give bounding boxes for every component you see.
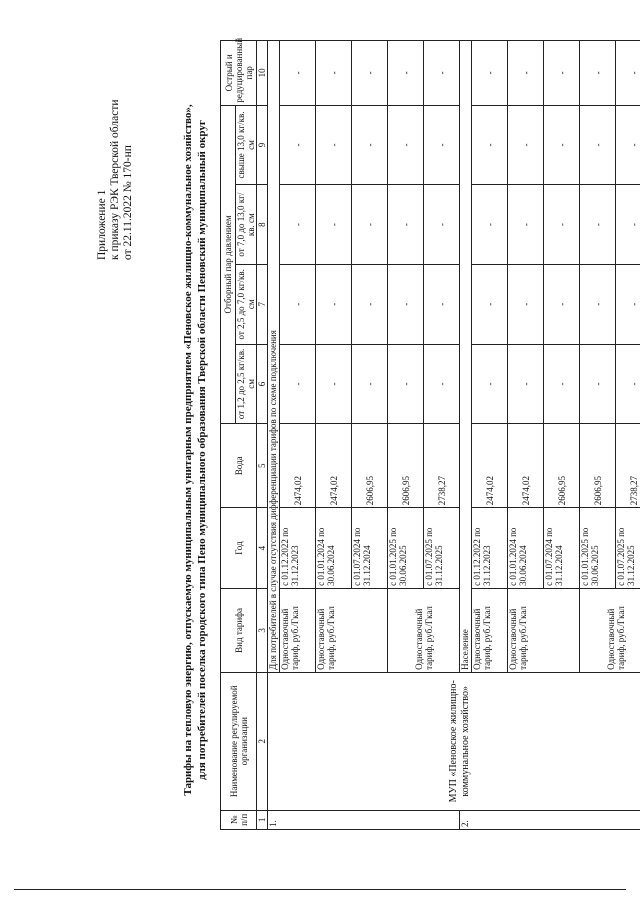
steam-4-cell: -	[424, 105, 460, 185]
water-value-cell: 2606,95	[388, 424, 424, 508]
header-steam-4: свыше 13,0 кг/кв. см	[236, 105, 257, 185]
sharp-steam-cell: -	[388, 41, 424, 106]
steam-1-cell: -	[580, 344, 616, 424]
col-number: 2	[257, 672, 268, 810]
tariff-type-cell: Одноставочный тариф, руб./Гкал	[508, 588, 580, 672]
header-sharp-steam: Острый и редуцированный пар	[221, 41, 257, 106]
col-number: 3	[257, 588, 268, 672]
steam-1-cell: -	[508, 344, 544, 424]
sharp-steam-cell: -	[508, 41, 544, 106]
steam-4-cell: -	[508, 105, 544, 185]
tariff-type-cell: Одноставочный тариф, руб./Гкал	[388, 588, 460, 672]
appendix-reference	[96, 20, 135, 260]
steam-4-cell: -	[616, 105, 640, 185]
steam-2-cell: -	[508, 264, 544, 344]
col-number: 5	[257, 424, 268, 508]
steam-4-cell: -	[352, 105, 388, 185]
header-water: Вода	[221, 424, 257, 508]
steam-4-cell: -	[316, 105, 352, 185]
col-number: 8	[257, 185, 268, 265]
steam-3-cell: -	[316, 185, 352, 265]
sharp-steam-cell: -	[544, 41, 580, 106]
steam-2-cell: -	[424, 264, 460, 344]
sharp-steam-cell: -	[424, 41, 460, 106]
appendix-line-1: Приложение 1	[96, 189, 108, 260]
water-value-cell: 2606,95	[580, 424, 616, 508]
period-cell: с 01.01.2025 по 30.06.2025	[388, 508, 424, 589]
steam-2-cell: -	[388, 264, 424, 344]
header-org: Наименование регулируемой организации	[221, 672, 257, 810]
organization-name: МУП «Пеновское жилищно-коммунальное хозяйство»	[268, 672, 640, 810]
period-cell: с 01.01.2024 по 30.06.2024	[316, 508, 352, 589]
sharp-steam-cell: -	[280, 41, 316, 106]
steam-1-cell: -	[388, 344, 424, 424]
header-steam-1: от 1,2 до 2,5 кг/кв. см	[236, 344, 257, 424]
rotated-content	[90, 30, 640, 830]
steam-2-cell: -	[544, 264, 580, 344]
steam-4-cell: -	[580, 105, 616, 185]
steam-2-cell: -	[352, 264, 388, 344]
title-line-1: Тарифы на тепловую энергию, отпускаемую муниципальным унитарным предприятием «Пеновское жилищно-коммунальное хозяйство»,	[182, 104, 194, 796]
steam-1-cell: -	[544, 344, 580, 424]
header-num: № п/п	[221, 810, 257, 829]
steam-3-cell: -	[352, 185, 388, 265]
section-header-row	[268, 41, 280, 830]
page-bottom-rule	[14, 889, 626, 890]
tariff-type-cell: Одноставочный тариф, руб./Гкал	[316, 588, 388, 672]
water-value-cell: 2738,27	[424, 424, 460, 508]
steam-1-cell: -	[352, 344, 388, 424]
period-cell: с 01.07.2025 по 31.12.2025	[424, 508, 460, 589]
col-number: 10	[257, 41, 268, 106]
steam-3-cell: -	[424, 185, 460, 265]
period-cell: с 01.07.2025 по 31.12.2025	[616, 508, 640, 589]
steam-1-cell: -	[424, 344, 460, 424]
period-cell: с 01.01.2025 по 30.06.2025	[580, 508, 616, 589]
water-value-cell: 2474,02	[280, 424, 316, 508]
steam-2-cell: -	[316, 264, 352, 344]
sharp-steam-cell: -	[316, 41, 352, 106]
steam-1-cell: -	[616, 344, 640, 424]
column-number-row	[257, 41, 268, 830]
steam-4-cell: -	[388, 105, 424, 185]
section-label: Для потребителей в случае отсутствия дифференциации тарифов по схеме подключения	[268, 41, 280, 673]
appendix-line-3: от 22.11.2022 № 170-нп	[122, 145, 134, 260]
water-value-cell: 2474,02	[316, 424, 352, 508]
steam-2-cell: -	[616, 264, 640, 344]
period-cell: с 01.07.2024 по 31.12.2024	[544, 508, 580, 589]
steam-2-cell: -	[280, 264, 316, 344]
col-number: 7	[257, 264, 268, 344]
section-number: 1.	[268, 810, 460, 829]
steam-3-cell: -	[580, 185, 616, 265]
sharp-steam-cell: -	[472, 41, 508, 106]
period-cell: с 01.12.2022 по 31.12.2023	[472, 508, 508, 589]
steam-3-cell: -	[544, 185, 580, 265]
header-row-1	[221, 41, 236, 830]
header-steam-2: от 2,5 до 7,0 кг/кв. см	[236, 264, 257, 344]
section-number: 2.	[460, 810, 640, 829]
tariff-table	[220, 37, 640, 830]
col-number: 9	[257, 105, 268, 185]
steam-3-cell: -	[508, 185, 544, 265]
water-value-cell: 2474,02	[508, 424, 544, 508]
document-title	[182, 70, 209, 830]
period-cell: с 01.01.2024 по 30.06.2024	[508, 508, 544, 589]
header-steam-group: Отборный пар давлением	[221, 105, 236, 424]
header-year: Год	[221, 508, 257, 589]
steam-2-cell: -	[472, 264, 508, 344]
sharp-steam-cell: -	[580, 41, 616, 106]
steam-4-cell: -	[280, 105, 316, 185]
sharp-steam-cell: -	[616, 41, 640, 106]
col-number: 4	[257, 508, 268, 589]
tariff-type-cell: Одноставочный тариф, руб./Гкал	[280, 588, 316, 672]
water-value-cell: 2606,95	[544, 424, 580, 508]
title-line-2: для потребителей поселка городского типа Пено муниципального образования Тверской области Пеновский муниципальный округ	[195, 120, 208, 780]
steam-2-cell: -	[580, 264, 616, 344]
tariff-type-cell: Одноставочный тариф, руб./Гкал	[472, 588, 508, 672]
water-value-cell: 2738,27	[616, 424, 640, 508]
section-label: Население	[460, 41, 472, 673]
steam-1-cell: -	[280, 344, 316, 424]
sharp-steam-cell: -	[352, 41, 388, 106]
period-cell: с 01.07.2024 по 31.12.2024	[352, 508, 388, 589]
steam-3-cell: -	[616, 185, 640, 265]
appendix-line-2: к приказу РЭК Тверской области	[109, 99, 121, 260]
steam-1-cell: -	[472, 344, 508, 424]
steam-1-cell: -	[316, 344, 352, 424]
header-steam-3: от 7,0 до 13,0 кг/кв. см	[236, 185, 257, 265]
steam-4-cell: -	[544, 105, 580, 185]
col-number: 6	[257, 344, 268, 424]
steam-4-cell: -	[472, 105, 508, 185]
steam-3-cell: -	[280, 185, 316, 265]
tariff-type-cell: Одноставочный тариф, руб./Гкал	[580, 588, 640, 672]
steam-3-cell: -	[388, 185, 424, 265]
water-value-cell: 2606,95	[352, 424, 388, 508]
steam-3-cell: -	[472, 185, 508, 265]
water-value-cell: 2474,02	[472, 424, 508, 508]
period-cell: с 01.12.2022 по 31.12.2023	[280, 508, 316, 589]
header-tariff-type: Вид тарифа	[221, 588, 257, 672]
col-number: 1	[257, 810, 268, 829]
